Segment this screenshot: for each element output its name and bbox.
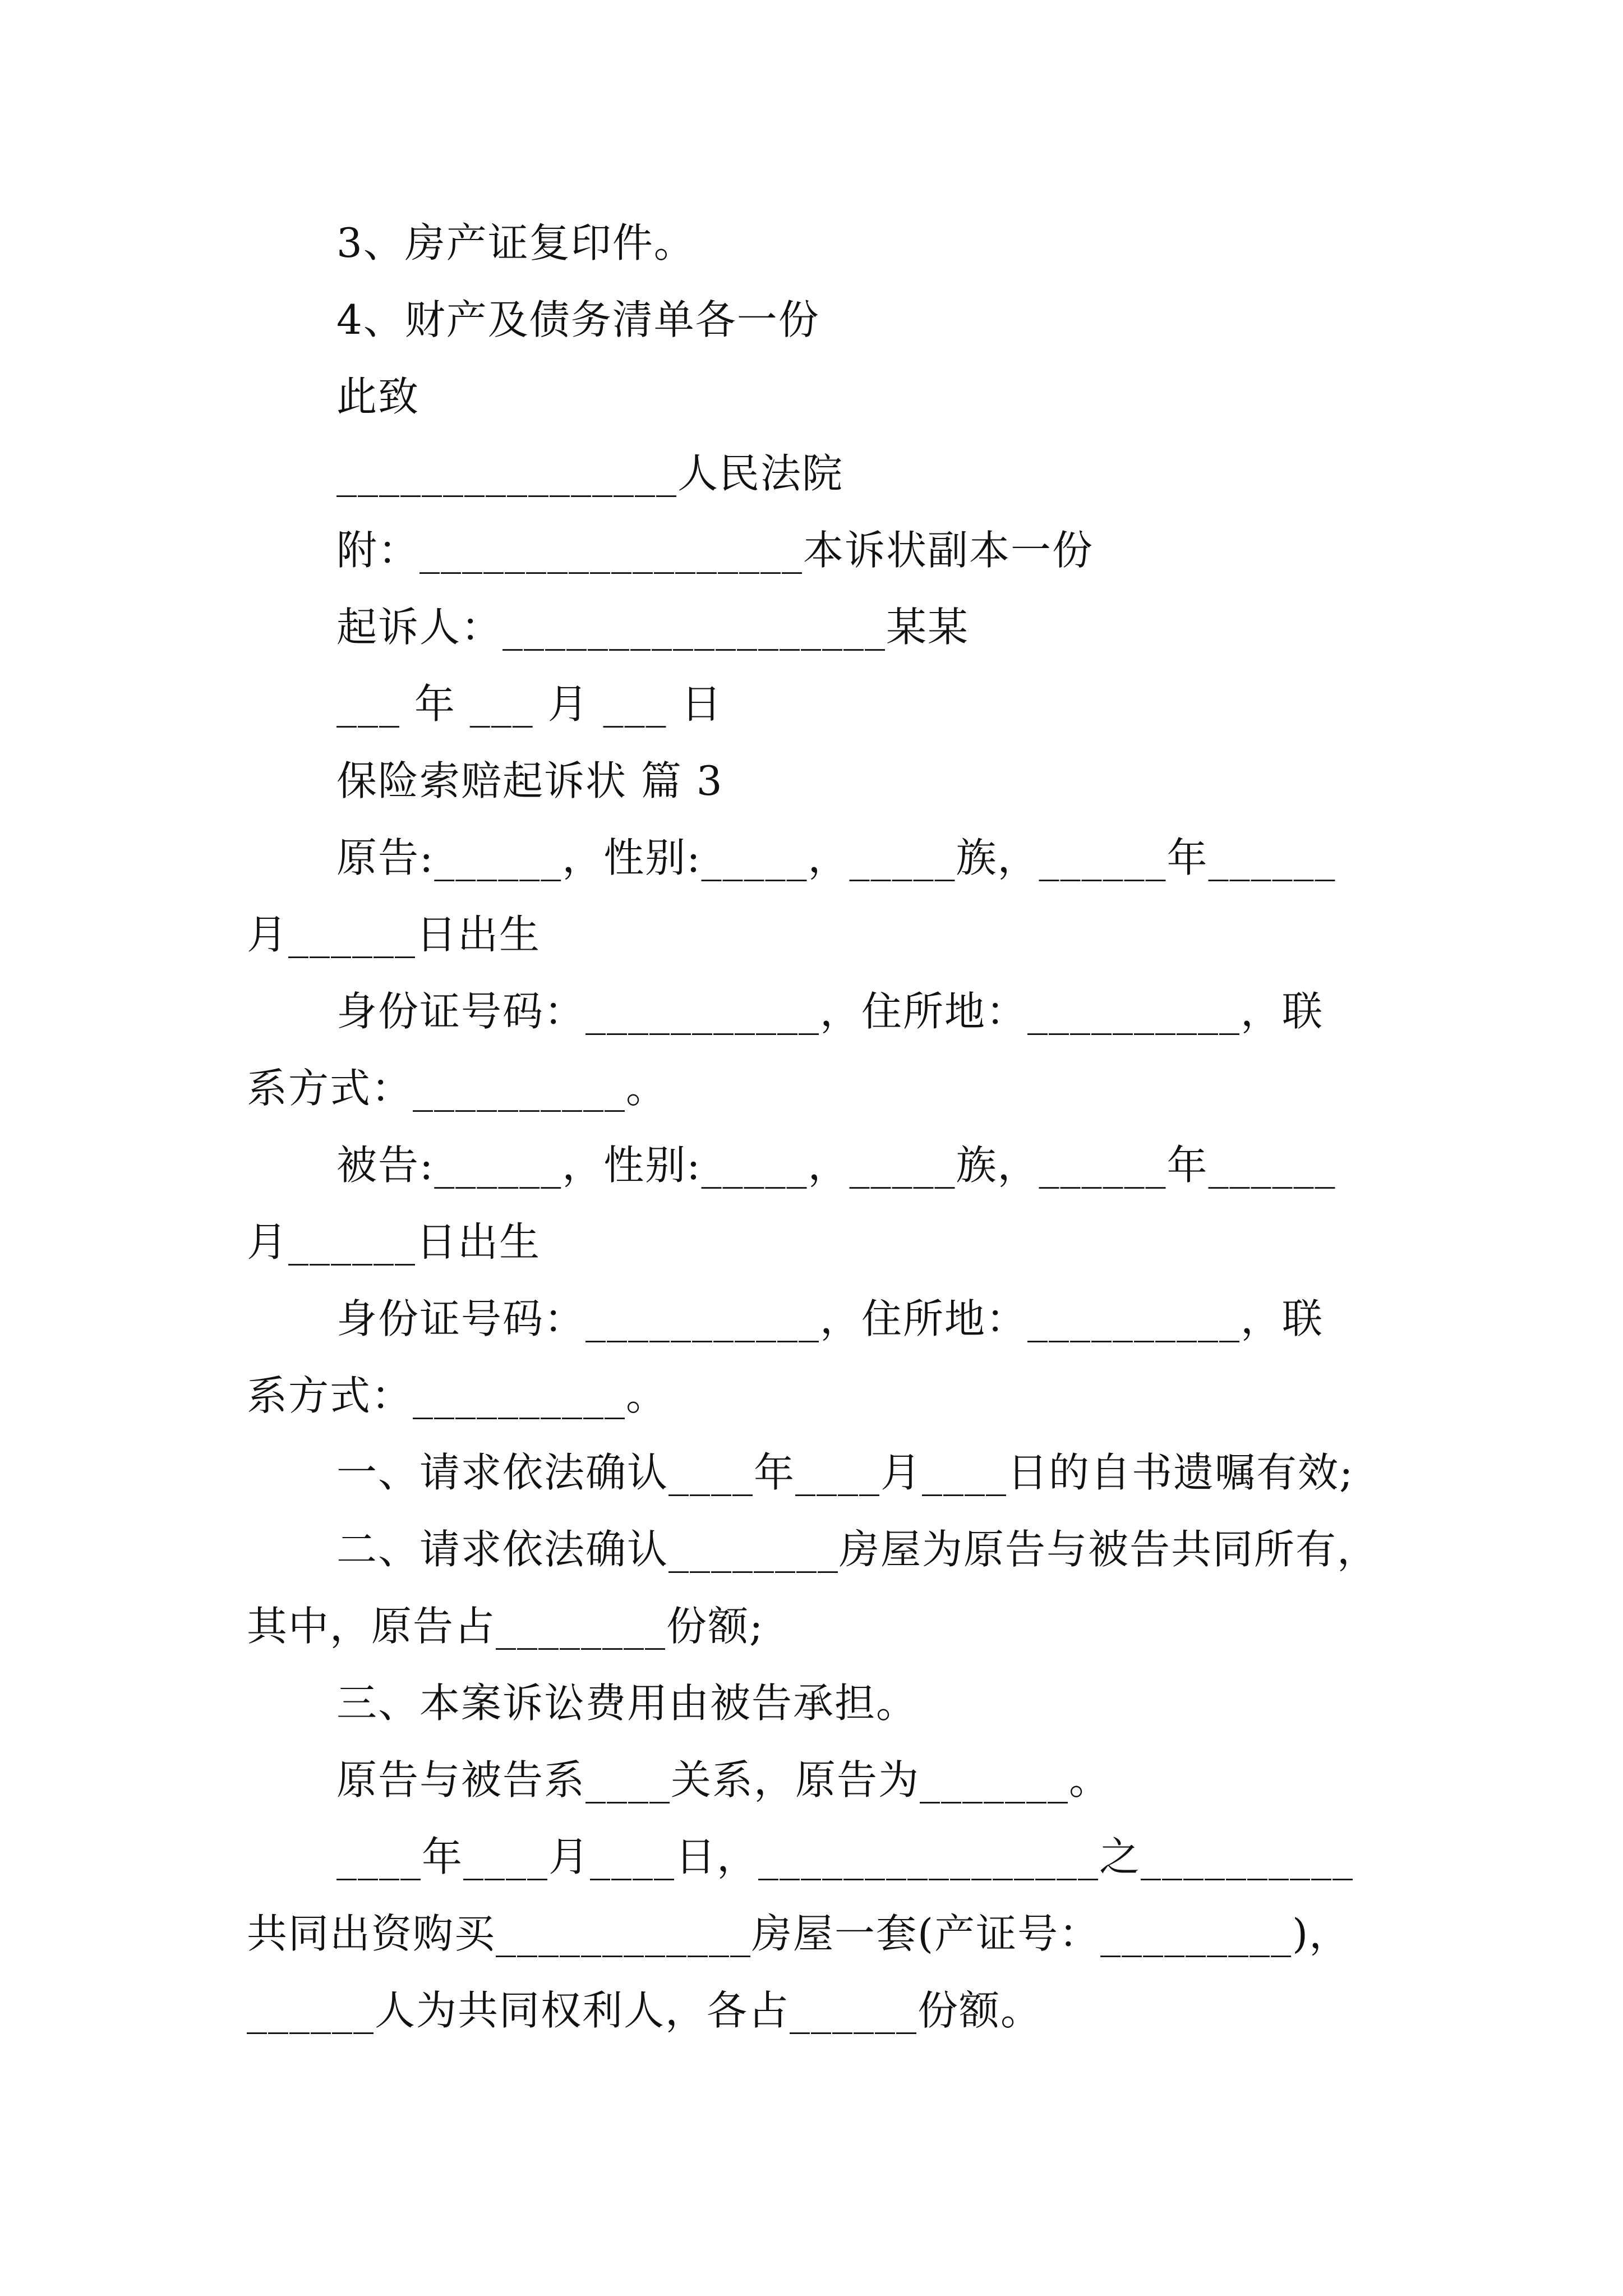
claim-item-1: 一、请求依法确认____年____月____日的自书遗嘱有效; bbox=[336, 1449, 1354, 1496]
defendant-info-line-2: 月______日出生 bbox=[247, 1218, 541, 1266]
claim-item-2-line-1: 二、请求依法确认________房屋为原告与被告共同所有， bbox=[336, 1526, 1379, 1573]
claim-item-2-line-2: 其中，原告占________份额; bbox=[247, 1603, 764, 1650]
plaintiff-info-line-2: 月______日出生 bbox=[247, 911, 541, 958]
plaintiff-id-line-2: 系方式：__________。 bbox=[247, 1065, 668, 1112]
appendix-line: 附：__________________本诉状副本一份 bbox=[336, 527, 1094, 574]
plaintiff-signature-line: 起诉人：__________________某某 bbox=[336, 604, 970, 651]
plaintiff-id-line-1: 身份证号码：___________，住所地：__________，联 bbox=[336, 988, 1324, 1035]
facts-line-4: ______人为共同权利人，各占______份额。 bbox=[247, 1987, 1043, 2034]
facts-line-2: ____年____月____日，________________之__________ bbox=[336, 1833, 1354, 1880]
plaintiff-info-line-1: 原告:______，性别:_____，_____族，______年______ bbox=[336, 834, 1336, 881]
facts-line-3: 共同出资购买____________房屋一套(产证号：_________)， bbox=[247, 1910, 1351, 1957]
attachment-item-3: 3、房产证复印件。 bbox=[336, 219, 695, 266]
attachment-item-4: 4、财产及债务清单各一份 bbox=[336, 296, 820, 343]
salutation: 此致 bbox=[336, 373, 420, 420]
court-line: ________________人民法院 bbox=[336, 450, 844, 497]
defendant-id-line-2: 系方式：__________。 bbox=[247, 1372, 668, 1419]
defendant-info-line-1: 被告:______，性别:_____，_____族，______年______ bbox=[336, 1142, 1336, 1189]
defendant-id-line-1: 身份证号码：___________，住所地：__________，联 bbox=[336, 1295, 1324, 1342]
facts-line-1: 原告与被告系____关系，原告为_______。 bbox=[336, 1756, 1111, 1803]
section-title: 保险索赔起诉状 篇 3 bbox=[336, 757, 723, 804]
claim-item-3: 三、本案诉讼费用由被告承担。 bbox=[336, 1680, 918, 1727]
date-line: ___ 年 ___ 月 ___ 日 bbox=[336, 680, 723, 728]
